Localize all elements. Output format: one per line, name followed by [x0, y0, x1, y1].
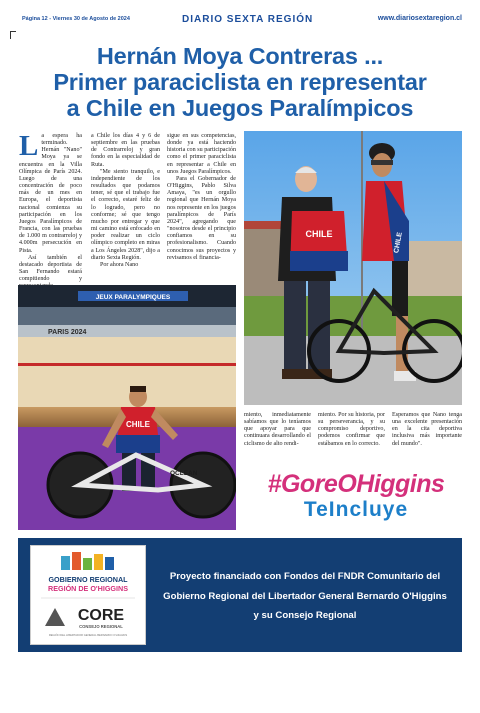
headline-line-2: Primer paraciclista en representar [53, 69, 427, 95]
banner-text: JEUX PARALYMPIQUES [95, 294, 171, 301]
article-column-2 [91, 133, 160, 269]
logo-fine-print: REGIÓN DEL LIBERTADOR GENERAL BERNARDO O'HIGGINS [48, 634, 128, 637]
newspaper-brand: DIARIO SEXTA REGIÓN [182, 14, 314, 25]
jersey-side-text: CHILE [393, 231, 404, 254]
bike-brand: OCLEAN [170, 470, 198, 477]
article-paragraph: "Me siento tranquilo, e independiente de los resultados que podamos tener, sé que el trabajo fue el correcto, estaré feliz de lo logrado, pero no conforme; sé que tengo mucho por entregar y que mi camino está enfocado en poder realizar un ciclo olímpico completo en miras a Los Ángeles 2028", dijo a diario Sexta Región. [91, 168, 160, 261]
article-column-3 [167, 133, 236, 262]
article-paragraph: a espera ha terminado. Hernán "Nano" Moya ya se encuentra en la Villa Olímpica de París 2024. Luego de una concentración de poco más de un mes en Europa, el deportista nacional comienza su participación en los Juegos Paralímpicos de Francia, con las pruebas de 1.000 m contrarreloj y 4.000m persecución en Pista. [19, 133, 82, 254]
headline [10, 43, 470, 121]
jersey-held-text: CHILE [305, 229, 333, 239]
page-header [10, 14, 470, 28]
headline-line-3: a Chile en Juegos Paralímpicos [66, 95, 414, 121]
headline-line-1: Hernán Moya Contreras ... [96, 43, 384, 69]
article-paragraph: Por ahora Nano [100, 261, 139, 268]
article-paragraph: a Chile los días 4 y 6 de septiembre en las pruebas de Contrarreloj y gran fondo en la especialidad de Ruta. [91, 133, 160, 168]
footer-line-2: Gobierno Regional del Libertador General Bernardo O'Higgins [163, 590, 447, 602]
page-number-date: Página 12 - Viernes 30 de Agosto de 2024 [22, 16, 130, 22]
article-paragraph: Así también el destacado deportista de San Fernando estará compitiendo y [19, 254, 82, 283]
venue-sign: PARIS 2024 [48, 329, 87, 336]
article-column-4: miento, inmediatamente sabíamos que lo teníamos que apoyar para que continuara desarrollando el ciclismo de alto rendi- [244, 412, 311, 447]
article-paragraph: Para el Gobernador de O'Higgins, Pablo Silva Amaya, "es un orgullo regional que Hernán Moya nos represente en los juegos paralímpicos de París 2024", agregando que "nosotros desde el principio confiamos en su profesionalismo. Cuando conocimos sus proyectos y revisamos el financia- [167, 175, 236, 261]
article-column-6: Esperamos que Nano tenga una excelente presentación en la cita deportiva inclusiva más importante del mundo". [392, 412, 462, 447]
logo-line-2: REGIÓN DE O'HIGGINS [48, 584, 128, 593]
hashtag-line-1: #GoreOHiggins [267, 470, 445, 498]
photo-track-cyclist [18, 285, 236, 530]
website-link[interactable]: www.diariosextaregion.cl [377, 15, 462, 22]
logo-graphic [31, 546, 145, 644]
footer-line-1: Proyecto financiado con Fondos del FNDR Comunitario del [169, 571, 441, 582]
logo-line-1: GOBIERNO REGIONAL [48, 575, 128, 584]
logo-core: CORE [77, 607, 125, 624]
hashtag-line-2-text: TeIncluye [303, 498, 409, 521]
sponsor-footer [18, 538, 462, 652]
campaign-hashtag [256, 470, 456, 522]
corner-mark [10, 31, 16, 39]
photo-governor-and-cyclist [244, 131, 462, 405]
jersey-text: CHILE [126, 420, 150, 429]
photo-governor-image [244, 131, 462, 405]
footer-line-3: y su Consejo Regional [253, 610, 357, 621]
logo-core-sub: CONSEJO REGIONAL [79, 624, 123, 629]
hashtag-line-2 [256, 498, 456, 522]
article-paragraph: sigue en sus competencias, donde ya está haciendo historia con su participación como el primer paraciclista en representar a Chile en unos Juegos Paralímpicos. [167, 133, 236, 175]
footer-text [155, 567, 455, 626]
drop-cap: L [19, 130, 39, 162]
photo-track-cyclist-image [18, 285, 236, 530]
article-column-5: miento. Por su historia, por su perseverancia, y su compromiso deportivo, podemos confirmar que estábamos en lo correcto. [318, 412, 385, 447]
gore-core-logo [30, 545, 146, 645]
article-column-1 [19, 130, 82, 290]
